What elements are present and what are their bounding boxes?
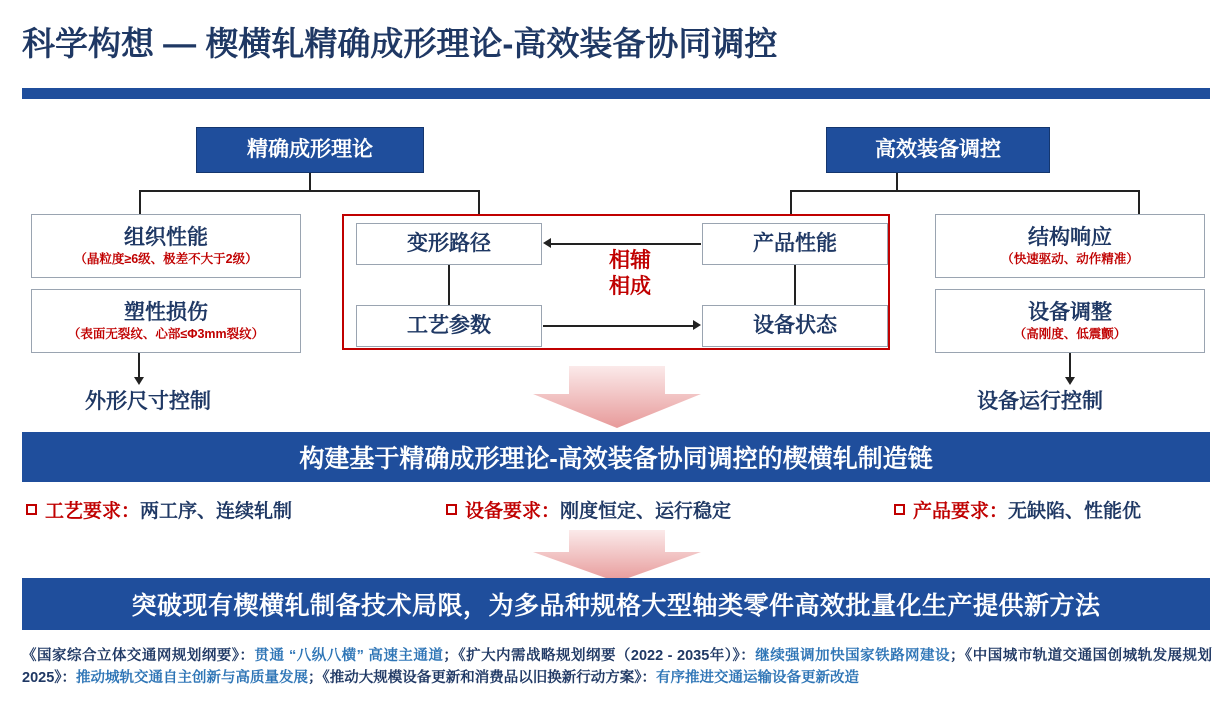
connector-right-pair-vertical [794,265,796,305]
checkbox-square-icon [894,504,905,515]
requirement-item-equipment-value: 刚度恒定、运行稳定 [560,501,732,522]
node-plastic-damage-subtitle: （表面无裂纹、心部≤Φ3mm裂纹） [67,326,265,341]
footer-line1-c: ；《扩大内需战略规划纲要（2022 - 2035年）》： [443,648,756,664]
footer-line1-a: 《国家综合立体交通网规划纲要》： [22,648,255,664]
node-plastic-damage[interactable] [31,289,301,353]
node-microstructure-performance[interactable] [31,214,301,278]
fat-arrow-down-2 [533,530,701,582]
connector-right-branch-down-2 [1138,190,1140,216]
requirement-item-process-value: 两工序、连续轧制 [140,501,293,522]
node-equipment-state-label: 设备状态 [753,314,837,338]
requirement-item-process-label: 工艺要求： [45,501,141,522]
node-plastic-damage-title: 塑性损伤 [124,300,208,324]
connector-left-branch-down-1 [139,190,141,216]
title-underline-bar [22,88,1210,99]
banner-breakthrough-conclusion-label: 突破现有楔横轧制备技术局限，为多品种规格大型轴类零件高效批量化生产提供新方法 [131,592,1101,620]
page-title-sub: 楔横轧精确成形理论-高效装备协同调控 [205,25,778,62]
footer-line2-d: 有序推进交通运输设备更新改造 [656,670,860,687]
connector-top-center-line [551,243,701,245]
page-title-main: 科学构想 [22,25,154,62]
center-note-line2: 相成 [609,275,651,299]
node-precise-forming-theory[interactable] [196,127,424,173]
connector-left-top-bus [139,190,479,192]
requirements-row [22,496,1210,528]
node-deformation-path[interactable] [356,223,542,265]
node-microstructure-performance-title: 组织性能 [124,225,208,249]
requirement-item-product-label: 产品要求： [913,501,1009,522]
connector-right-top-stem [896,173,898,191]
connector-left-pair-vertical [448,265,450,305]
node-deformation-path-label: 变形路径 [407,232,491,256]
footer-line1-b: 贯通 “八纵八横” 高速主通道 [254,648,444,664]
node-product-performance[interactable] [702,223,888,265]
footer-line1-d: 继续强调加快国家铁路网建设 [755,648,951,664]
connector-right-outcome-stem [1069,353,1071,379]
connector-left-top-stem [309,173,311,191]
node-equipment-adjustment-title: 设备调整 [1028,300,1112,324]
node-efficient-equipment-control[interactable] [826,127,1050,173]
label-external-dimension-control: 外形尺寸控制 [85,390,211,413]
connector-left-outcome-stem [138,353,140,379]
arrow-right-outcome [1065,377,1075,385]
connector-left-branch-down-2 [478,190,480,216]
node-microstructure-performance-subtitle: （晶粒度≥6级、极差不大于2级） [74,251,258,266]
node-structural-response[interactable] [935,214,1205,278]
page-title [22,18,777,65]
label-equipment-operation-control: 设备运行控制 [977,390,1103,413]
banner-manufacturing-chain [22,432,1210,482]
node-precise-forming-theory-label: 精确成形理论 [247,138,373,162]
arrow-bottom-center-right [693,320,701,330]
requirement-item-equipment-label: 设备要求： [465,501,561,522]
footer-line1-e: ；《中国城市轨道 [950,648,1063,664]
arrow-left-outcome [134,377,144,385]
requirement-item-equipment [446,496,731,523]
node-structural-response-subtitle: （快速驱动、动作精准） [1001,251,1139,266]
checkbox-square-icon [446,504,457,515]
node-product-performance-label: 产品性能 [753,232,837,256]
node-process-parameters-label: 工艺参数 [407,314,491,338]
connector-right-branch-down-1 [790,190,792,216]
node-efficient-equipment-control-label: 高效装备调控 [875,138,1001,162]
node-equipment-state[interactable] [702,305,888,347]
checkbox-square-icon [26,504,37,515]
node-equipment-adjustment-subtitle: （高刚度、低震颤） [1013,326,1127,341]
footer-line2-b: 推动城轨交通自主创新与高质量发展 [76,670,309,687]
connector-bottom-center-line [543,325,693,327]
footer-line2-c: ；《推动大规模设备更新和消费品以旧换新行动方案》： [308,670,657,687]
node-equipment-adjustment[interactable] [935,289,1205,353]
arrow-top-center-left [543,238,551,248]
banner-breakthrough-conclusion [22,578,1210,630]
center-note-mutual-reinforcement [585,248,675,301]
footer-policy-references [22,645,1212,690]
page-title-dash: — [163,25,197,62]
node-process-parameters[interactable] [356,305,542,347]
footer-line2-a: 交通国创城轨发展规划 2025》： [22,648,1213,687]
requirement-item-product [894,496,1141,523]
node-structural-response-title: 结构响应 [1028,225,1112,249]
fat-arrow-down-1 [533,366,701,428]
requirement-item-product-value: 无缺陷、性能优 [1008,501,1142,522]
connector-right-top-bus [790,190,1140,192]
requirement-item-process [26,496,292,523]
center-note-line1: 相辅 [609,249,651,272]
banner-manufacturing-chain-label: 构建基于精确成形理论-高效装备协同调控的楔横轧制造链 [299,445,933,473]
